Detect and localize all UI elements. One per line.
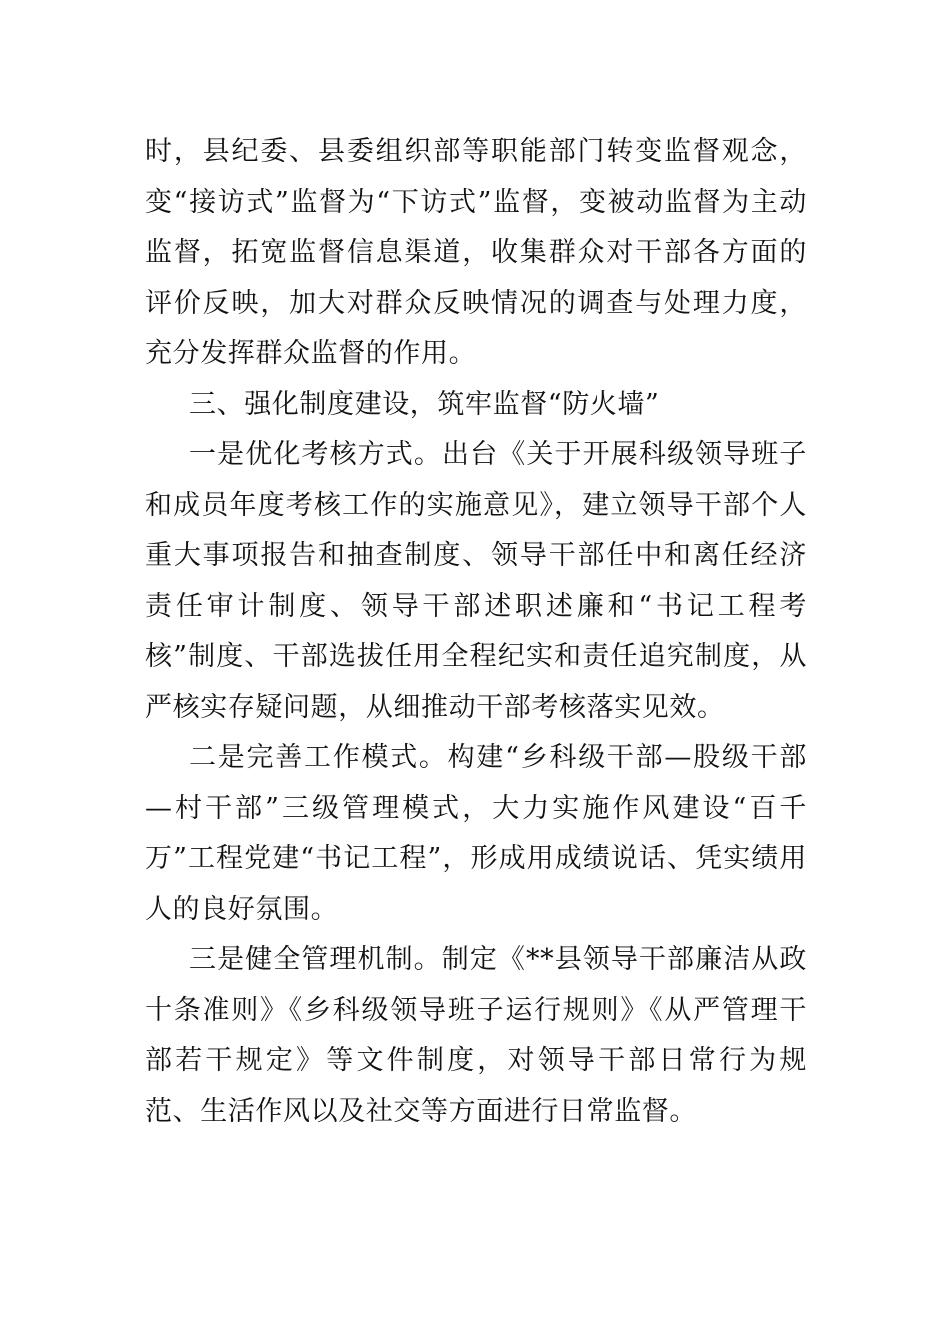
document-body: [145, 127, 807, 1137]
section-heading: 三、强化制度建设，筑牢监督“防火墙”: [189, 388, 660, 420]
paragraph-continuation: 时，县纪委、县委组织部等职能部门转变监督观念，变“接访式”监督为“下访式”监督，变被动监督为主动监督，拓宽监督信息渠道，收集群众对干部各方面的评价反映，加大对群众反映情况的调查与处理力度，充分发挥群众监督的作用。: [145, 136, 807, 369]
paragraph-work-mode: 二是完善工作模式。构建“乡科级干部—股级干部—村干部”三级管理模式，大力实施作风建设“百千万”工程党建“书记工程”，形成用成绩说话、凭实绩用人的良好氛围。: [145, 742, 807, 925]
paragraph-management-mechanism: 三是健全管理机制。制定《**县领导干部廉洁从政十条准则》《乡科级领导班子运行规则》《从严管理干部若干规定》等文件制度，对领导干部日常行为规范、生活作风以及社交等方面进行日常监督。: [145, 944, 807, 1127]
paragraph-assessment: 一是优化考核方式。出台《关于开展科级领导班子和成员年度考核工作的实施意见》，建立领导干部个人重大事项报告和抽查制度、领导干部任中和离任经济责任审计制度、领导干部述职述廉和“书记工程考核”制度、干部选拔任用全程纪实和责任追究制度，从严核实存疑问题，从细推动干部考核落实见效。: [145, 439, 807, 723]
